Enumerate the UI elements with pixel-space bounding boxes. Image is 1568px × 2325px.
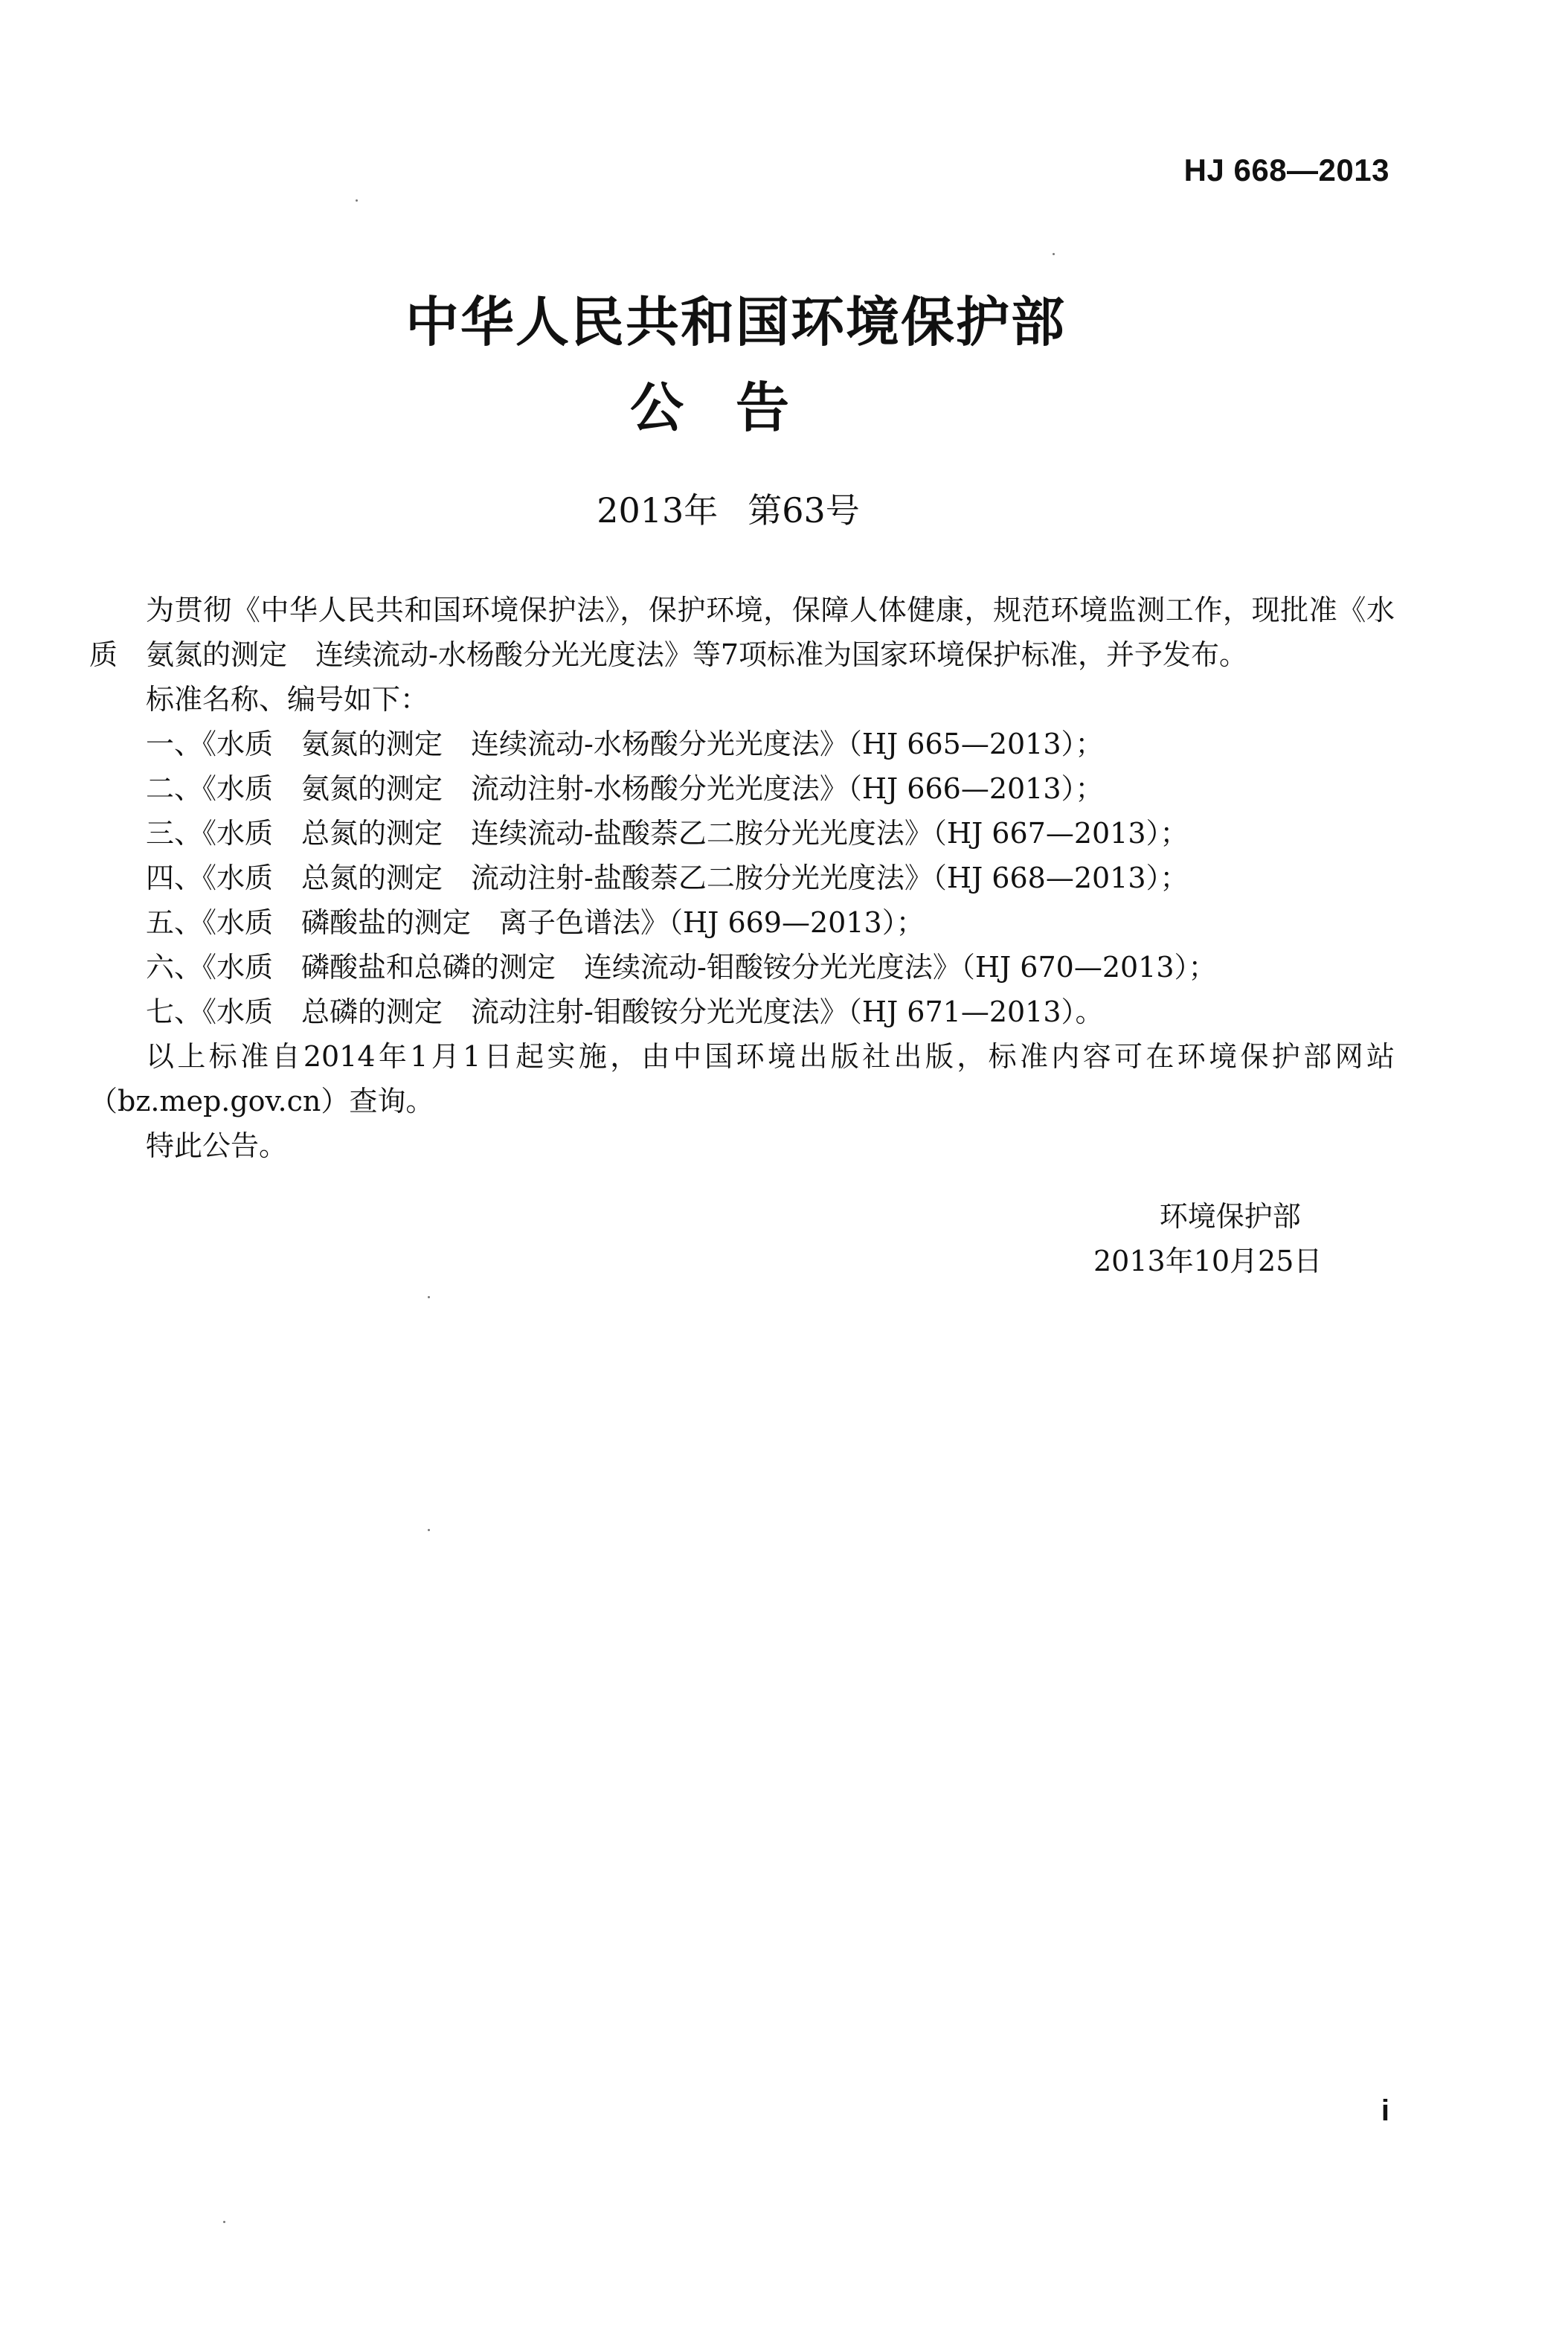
standard-code: HJ 668—2013 <box>1183 153 1389 187</box>
notice-serial: 第63号 <box>748 490 860 530</box>
standard-item: 五、《水质 磷酸盐的测定 离子色谱法》（HJ 669—2013）； <box>146 906 925 939</box>
standard-item: 一、《水质 氨氮的测定 连续流动-水杨酸分光光度法》（HJ 665—2013）； <box>146 728 1104 760</box>
scan-speck <box>428 1529 430 1531</box>
standard-item: 三、《水质 总氮的测定 连续流动-盐酸萘乙二胺分光光度法》（HJ 667—2013）； <box>146 817 1189 850</box>
notice-year: 2013年 <box>597 490 719 530</box>
implementation-paragraph: 以上标准自2014年1月1日起实施，由中国环境出版社出版，标准内容可在环境保护部网站（bz.mep.gov.cn）查询。 <box>89 1040 1395 1117</box>
standard-item: 七、《水质 总磷的测定 流动注射-钼酸铵分光光度法》（HJ 671—2013）。 <box>146 995 1104 1028</box>
signature-block <box>1093 1194 1322 1283</box>
signature-org: 环境保护部 <box>1159 1200 1301 1233</box>
intro-paragraph: 为贯彻《中华人民共和国环境保护法》，保护环境，保障人体健康，规范环境监测工作，现批准《水质 氨氮的测定 连续流动-水杨酸分光光度法》等7项标准为国家环境保护标准，并予发布。 <box>89 594 1395 671</box>
standard-item: 六、《水质 磷酸盐和总磷的测定 连续流动-钼酸铵分光光度法》（HJ 670—2013）； <box>146 951 1217 984</box>
closing-line: 特此公告。 <box>146 1129 288 1162</box>
issuer-title: 中华人民共和国环境保护部 <box>405 291 1066 353</box>
scan-speck <box>356 199 358 202</box>
standard-item: 二、《水质 氨氮的测定 流动注射-水杨酸分光光度法》（HJ 666—2013）； <box>146 772 1104 805</box>
notice-number <box>0 484 1512 533</box>
standard-item: 四、《水质 总氮的测定 流动注射-盐酸萘乙二胺分光光度法》（HJ 668—2013）； <box>146 862 1189 894</box>
scan-speck <box>1053 253 1055 255</box>
signature-date: 2013年10月25日 <box>1093 1245 1323 1277</box>
page-number: i <box>1381 2094 1389 2127</box>
announcement-title: 公告 <box>629 376 841 439</box>
scan-speck <box>428 1296 430 1298</box>
list-heading: 标准名称、编号如下： <box>146 683 429 716</box>
scan-speck <box>223 2221 225 2223</box>
announcement-body <box>89 588 1395 1168</box>
